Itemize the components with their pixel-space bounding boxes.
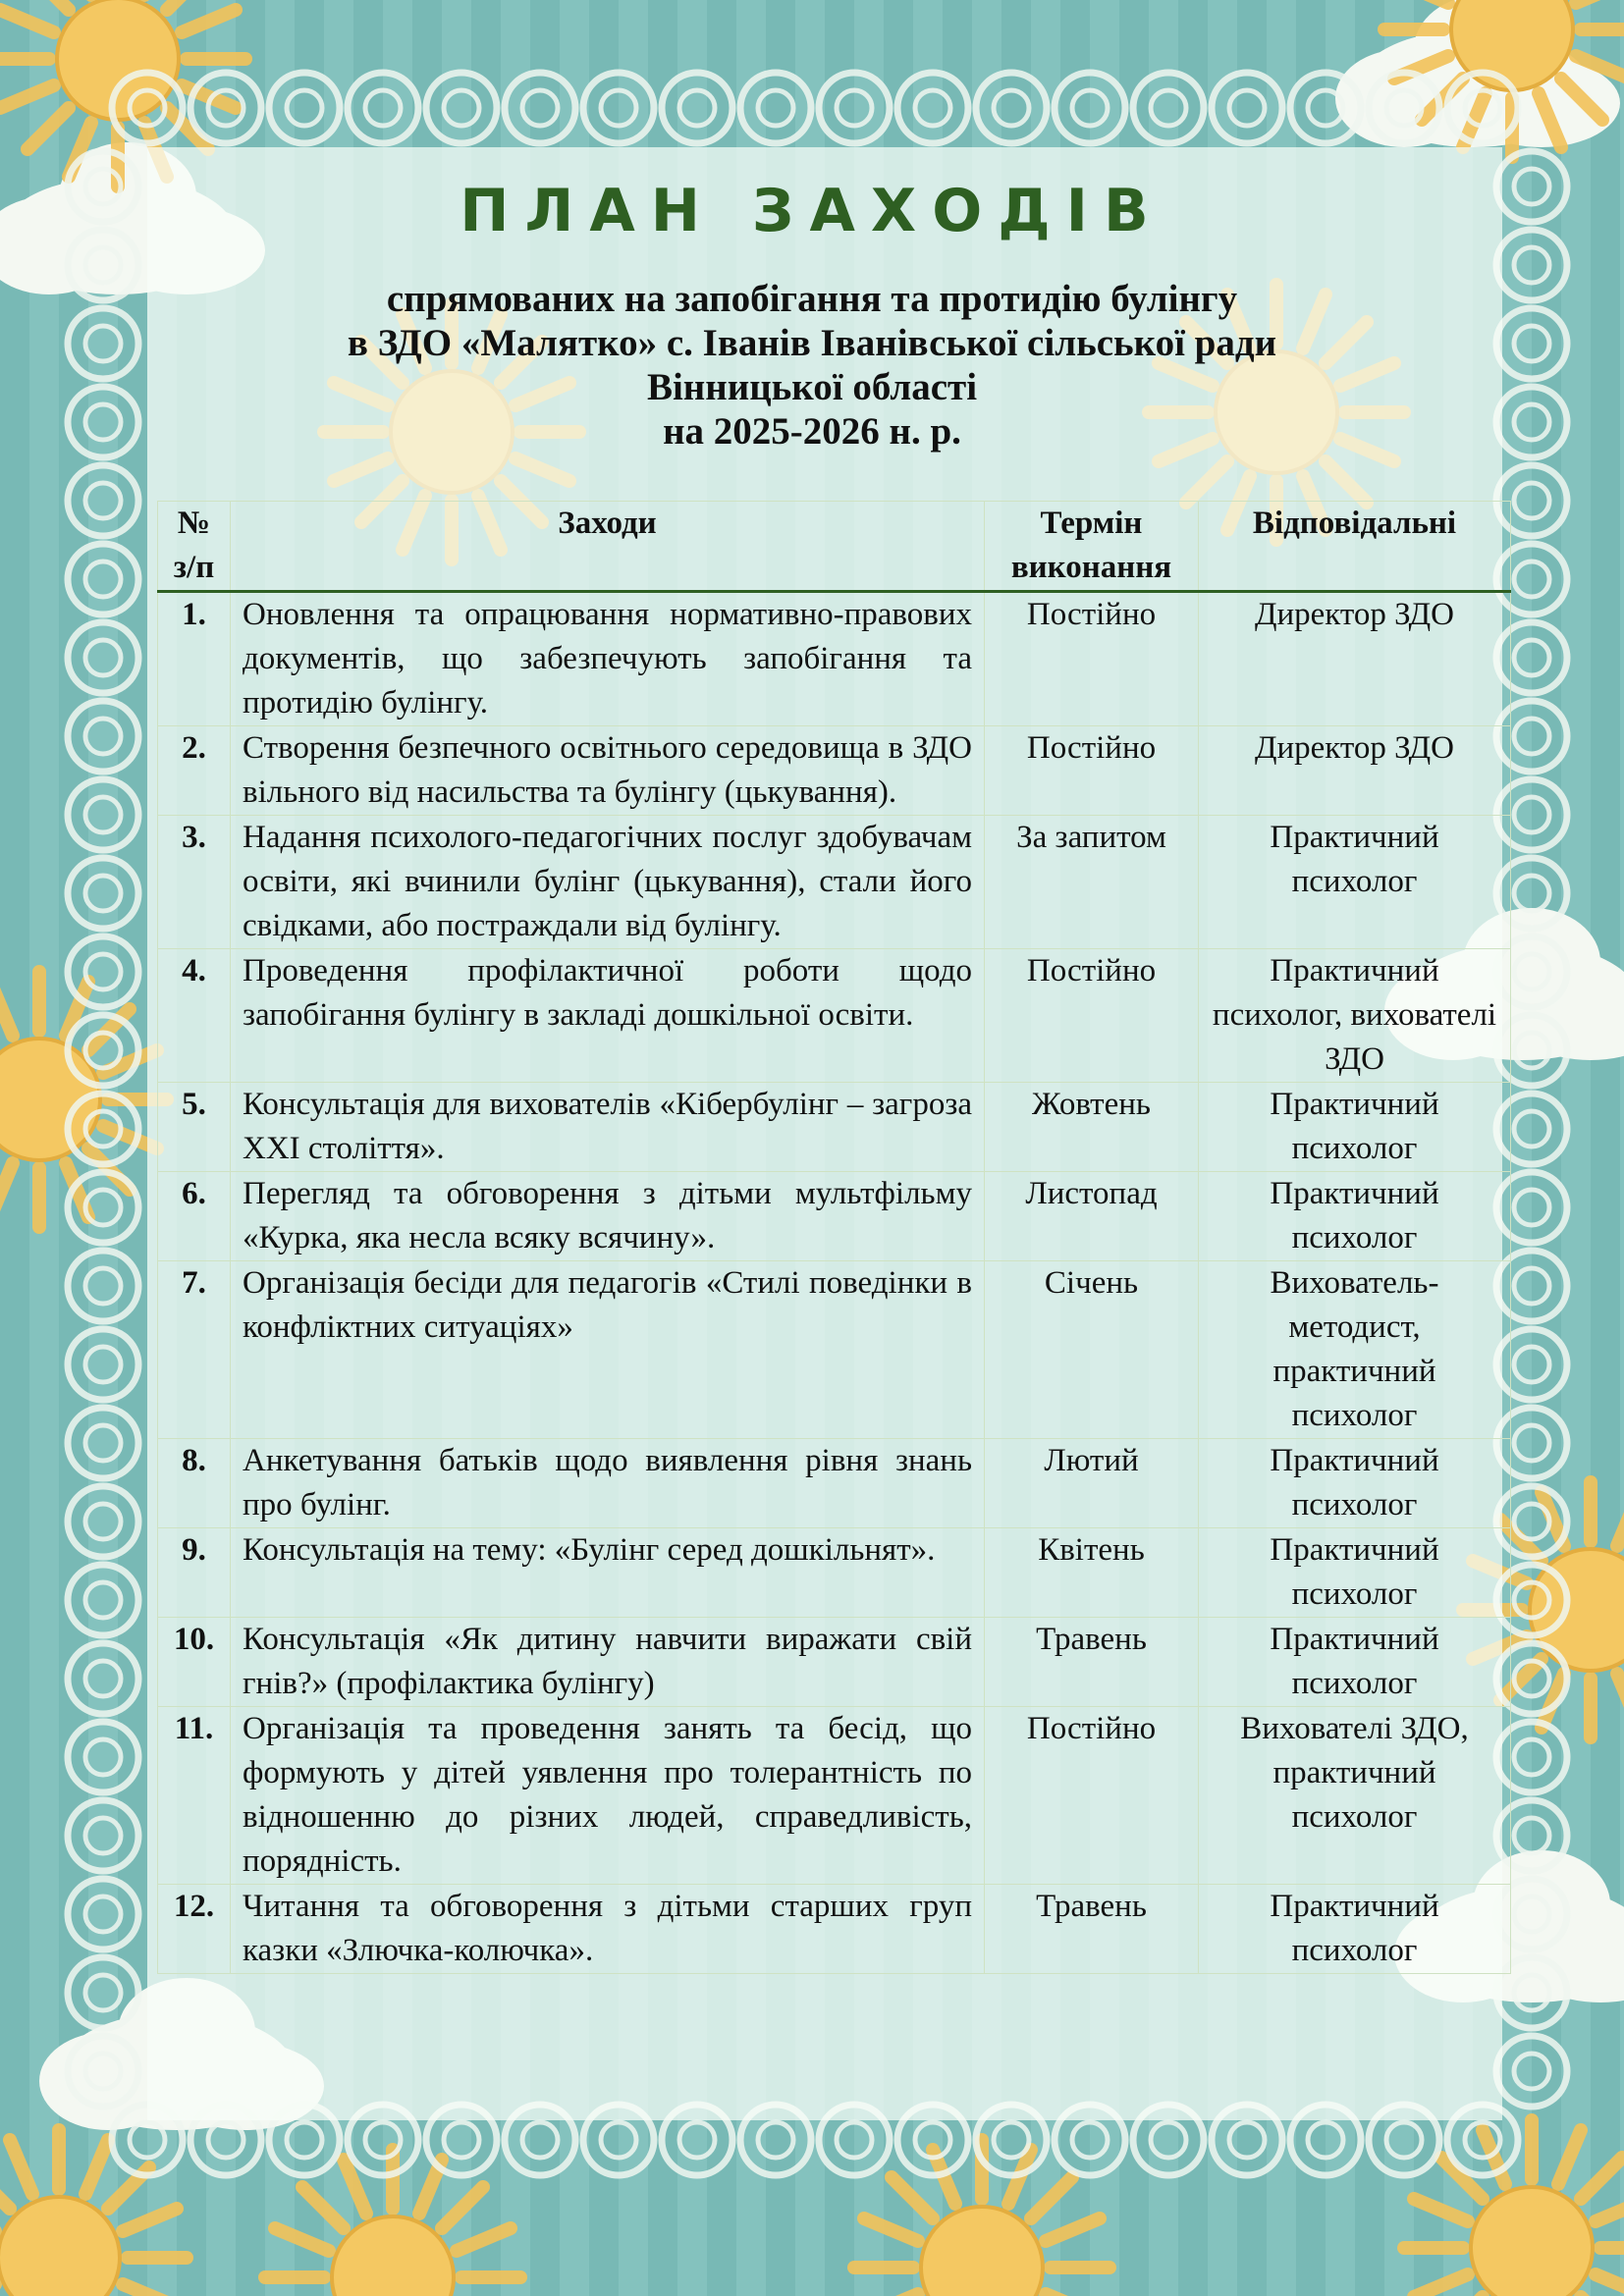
table-row xyxy=(158,1083,1511,1172)
table-row xyxy=(158,592,1511,726)
table-row xyxy=(158,1261,1511,1439)
row-responsible: Практичний психолог xyxy=(1199,1439,1511,1528)
table-row xyxy=(158,1172,1511,1261)
row-number: 3. xyxy=(158,816,231,949)
row-term: Січень xyxy=(985,1261,1199,1439)
row-number: 10. xyxy=(158,1618,231,1707)
row-measure: Створення безпечного освітнього середовища в ЗДО вільного від насильства та булінгу (цькування). xyxy=(231,726,985,816)
table-row xyxy=(158,1528,1511,1618)
row-responsible: Вихователі ЗДО, практичний психолог xyxy=(1199,1707,1511,1885)
row-term: Постійно xyxy=(985,726,1199,816)
subtitle-line: спрямованих на запобігання та протидію булінгу xyxy=(386,278,1238,320)
table-header-row xyxy=(158,502,1511,592)
row-term: Постійно xyxy=(985,949,1199,1083)
row-measure: Організація бесіди для педагогів «Стилі поведінки в конфліктних ситуаціях» xyxy=(231,1261,985,1439)
row-number: 2. xyxy=(158,726,231,816)
row-responsible: Директор ЗДО xyxy=(1199,726,1511,816)
row-term: Постійно xyxy=(985,1707,1199,1885)
row-responsible: Практичний психолог xyxy=(1199,1083,1511,1172)
row-number: 7. xyxy=(158,1261,231,1439)
row-number: 8. xyxy=(158,1439,231,1528)
row-term: Лютий xyxy=(985,1439,1199,1528)
row-responsible: Практичний психолог, вихователі ЗДО xyxy=(1199,949,1511,1083)
row-responsible: Практичний психолог xyxy=(1199,1528,1511,1618)
row-responsible: Практичний психолог xyxy=(1199,1885,1511,1974)
table-row xyxy=(158,726,1511,816)
table-row xyxy=(158,1885,1511,1974)
row-responsible: Практичний психолог xyxy=(1199,1618,1511,1707)
row-measure: Анкетування батьків щодо виявлення рівня знань про булінг. xyxy=(231,1439,985,1528)
row-term: Квітень xyxy=(985,1528,1199,1618)
row-number: 6. xyxy=(158,1172,231,1261)
table-row xyxy=(158,816,1511,949)
subtitle-line: в ЗДО «Малятко» с. Іванів Іванівської сільської ради xyxy=(347,322,1277,364)
subtitle-line: на 2025-2026 н. р. xyxy=(663,410,961,453)
row-number: 12. xyxy=(158,1885,231,1974)
table-row xyxy=(158,949,1511,1083)
header-num: № з/п xyxy=(158,502,231,592)
header-term: Термін виконання xyxy=(985,502,1199,592)
row-term: Жовтень xyxy=(985,1083,1199,1172)
row-term: За запитом xyxy=(985,816,1199,949)
row-term: Травень xyxy=(985,1885,1199,1974)
page-title: ПЛАН ЗАХОДІВ xyxy=(460,177,1164,245)
row-term: Листопад xyxy=(985,1172,1199,1261)
row-measure: Консультація «Як дитину навчити виражати свій гнів?» (профілактика булінгу) xyxy=(231,1618,985,1707)
row-measure: Оновлення та опрацювання нормативно-правових документів, що забезпечують запобігання та протидію булінгу. xyxy=(231,592,985,726)
row-responsible: Вихователь-методист, практичний психолог xyxy=(1199,1261,1511,1439)
row-responsible: Практичний психолог xyxy=(1199,1172,1511,1261)
row-measure: Читання та обговорення з дітьми старших груп казки «Злючка-колючка». xyxy=(231,1885,985,1974)
subtitle xyxy=(0,277,1624,454)
row-number: 9. xyxy=(158,1528,231,1618)
row-measure: Консультація на тему: «Булінг серед дошкільнят». xyxy=(231,1528,985,1618)
row-measure: Консультація для вихователів «Кібербулінг – загроза ХХІ століття». xyxy=(231,1083,985,1172)
table-row xyxy=(158,1707,1511,1885)
table-row xyxy=(158,1618,1511,1707)
subtitle-line: Вінницької області xyxy=(646,366,978,408)
row-term: Травень xyxy=(985,1618,1199,1707)
table-row xyxy=(158,1439,1511,1528)
row-measure: Проведення профілактичної роботи щодо запобігання булінгу в закладі дошкільної освіти. xyxy=(231,949,985,1083)
row-responsible: Директор ЗДО xyxy=(1199,592,1511,726)
row-number: 5. xyxy=(158,1083,231,1172)
row-number: 11. xyxy=(158,1707,231,1885)
row-measure: Надання психолого-педагогічних послуг здобувачам освіти, які вчинили булінг (цькування), стали його свідками, або постраждали від булінгу. xyxy=(231,816,985,949)
row-number: 4. xyxy=(158,949,231,1083)
row-number: 1. xyxy=(158,592,231,726)
row-term: Постійно xyxy=(985,592,1199,726)
header-measures: Заходи xyxy=(231,502,985,592)
row-measure: Організація та проведення занять та бесід, що формують у дітей уявлення про толерантність по відношенню до різних людей, справедливість, порядність. xyxy=(231,1707,985,1885)
row-responsible: Практичний психолог xyxy=(1199,816,1511,949)
measures-table xyxy=(157,501,1511,1974)
header-responsible: Відповідальні xyxy=(1199,502,1511,592)
row-measure: Перегляд та обговорення з дітьми мультфільму «Курка, яка несла всяку всячину». xyxy=(231,1172,985,1261)
